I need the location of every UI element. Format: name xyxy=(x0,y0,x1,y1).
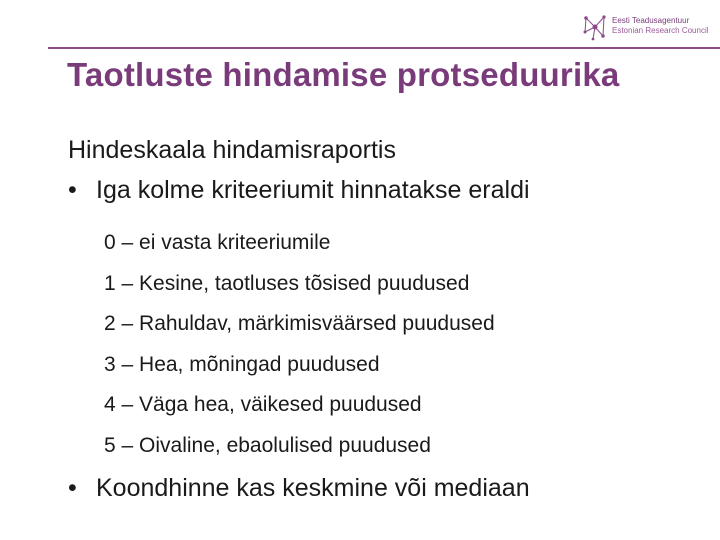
bullet-item xyxy=(68,176,530,205)
header-divider xyxy=(48,47,720,49)
scale-item: 3 – Hea, mõningad puudused xyxy=(104,352,380,376)
organization-logo xyxy=(582,10,712,46)
logo-text xyxy=(612,16,709,36)
logo-line-1: Eesti Teadusagentuur xyxy=(612,16,690,25)
scale-item: 5 – Oivaline, ebaolulised puudused xyxy=(104,433,431,457)
scale-item: 2 – Rahuldav, märkimisväärsed puudused xyxy=(104,312,495,335)
bullet-text: Koondhinne kas keskmine või mediaan xyxy=(96,474,530,502)
bullet-item xyxy=(68,474,530,503)
rating-scale-list xyxy=(104,229,495,472)
star-network-logo-icon xyxy=(582,12,608,42)
logo-line-2: Estonian Research Council xyxy=(612,26,709,35)
slide-title: Taotluste hindamise protseduurika xyxy=(67,56,620,93)
section-heading: Hindeskaala hindamisraportis xyxy=(68,136,396,164)
scale-item: 1 – Kesine, taotluses tõsised puudused xyxy=(104,271,470,295)
bullet-icon: • xyxy=(68,474,77,502)
bullet-icon: • xyxy=(68,176,77,204)
scale-item: 0 – ei vasta kriteeriumile xyxy=(104,231,331,254)
scale-item: 4 – Väga hea, väikesed puudused xyxy=(104,393,422,416)
bullet-text: Iga kolme kriteeriumit hinnatakse eraldi xyxy=(96,176,530,204)
